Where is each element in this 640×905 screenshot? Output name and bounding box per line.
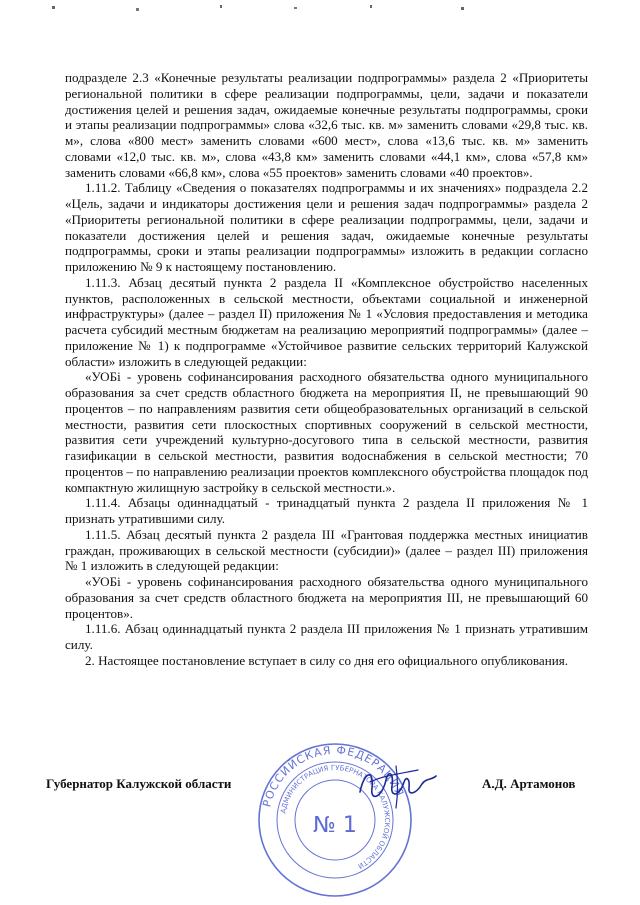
paragraph-1-11-3: 1.11.3. Абзац десятый пункта 2 раздела II «Комплексное обустройство населенных пунктов, расположенных в сельской местности, объектами социальной и инженерной инфраструктуры» (далее – раздел II) приложения № 1 «Условия предоставления и методика расчета субсидий местным бюджетам на реализацию мероприятий подпрограммы» (далее – приложение № 1) к подпрограмме «Устойчивое развитие сельских территорий Калужской области» изложить в следующей редакции: (65, 274, 588, 369)
signatory-title: Губернатор Калужской области (46, 776, 232, 791)
signatory-name: А.Д. Артамонов (482, 776, 576, 791)
paragraph-2-effective: 2. Настоящее постановление вступает в силу со дня его официального опубликования. (85, 652, 569, 668)
paragraph-1-11-5: 1.11.5. Абзац десятый пункта 2 раздела III «Грантовая поддержка местных инициатив граждан, проживающих в сельской местности (субсидии)» (далее – раздел III) приложения № 1 изложить в следующей редакции: (65, 526, 588, 574)
handwritten-signature (352, 758, 442, 813)
paragraph-quote-uob-ii: «УОБi - уровень софинансирования расходного обязательства одного муниципального образования за счет средств областного бюджета на мероприятия II, не превышающий 90 процентов – по направлениям развития сети общеобразовательных организаций в сельской местности, развития сети плоскостных спортивных сооружений в сельской местности, развития сети учреждений культурно-досугового типа в сельской местности, развития газификации в сельской местности, развития водоснабжения в сельской местности; 70 процентов – по направлению реализации проектов комплексного обустройства площадок под компактную жилищную застройку в сельской местности.». (65, 369, 588, 495)
seal-inner-text: АДМИНИСТРАЦИЯ ГУБЕРНАТОРА КАЛУЖСКОЙ ОБЛАСТИ (279, 763, 392, 870)
seal-outer-text: РОССИЙСКАЯ ФЕДЕРАЦИЯ (260, 743, 407, 809)
paragraph-continuation: подразделе 2.3 «Конечные результаты реализации подпрограммы» раздела 2 «Приоритеты региональной политики в сфере реализации подпрограммы, цели, задачи и показатели достижения целей и решения задач, ожидаемые конечные результаты подпрограммы, сроки и этапы реализации подпрограммы» слова «32,6 тыс. кв. м» заменить словами «29,8 тыс. кв. м», слова «800 мест» заменить словами «600 мест», слова «13,6 тыс. кв. м» заменить словами «12,0 тыс. кв. м», слова «43,8 км» заменить словами «44,1 км», слова «57,8 км» заменить словами «66,8 км», слова «55 проектов» заменить словами «40 проектов». (65, 70, 588, 180)
paragraph-quote-uob-iii: «УОБi - уровень софинансирования расходного обязательства одного муниципального образования за счет средств областного бюджета на мероприятия III, не превышающий 60 процентов». (65, 574, 588, 621)
paragraph-1-11-4: 1.11.4. Абзацы одиннадцатый - тринадцатый пункта 2 раздела II приложения № 1 признать утратившими силу. (65, 495, 588, 526)
paragraph-1-11-6: 1.11.6. Абзац одиннадцатый пункта 2 раздела III приложения № 1 признать утратившим силу. (65, 621, 588, 652)
document-body (65, 70, 588, 669)
scan-artifact-marks (40, 2, 600, 12)
paragraph-1-11-2: 1.11.2. Таблицу «Сведения о показателях подпрограммы и их значениях» подраздела 2.2 «Цель, задачи и индикаторы достижения цели и решения задач подпрограммы» раздела 2 «Приоритеты региональной политики в сфере реализации подпрограммы, цели, задачи и показатели достижения целей и решения задач, ожидаемые конечные результаты подпрограммы, сроки и этапы реализации подпрограммы» изложить в редакции согласно приложению № 9 к настоящему постановлению. (65, 180, 588, 274)
seal-number: № 1 (313, 813, 357, 838)
